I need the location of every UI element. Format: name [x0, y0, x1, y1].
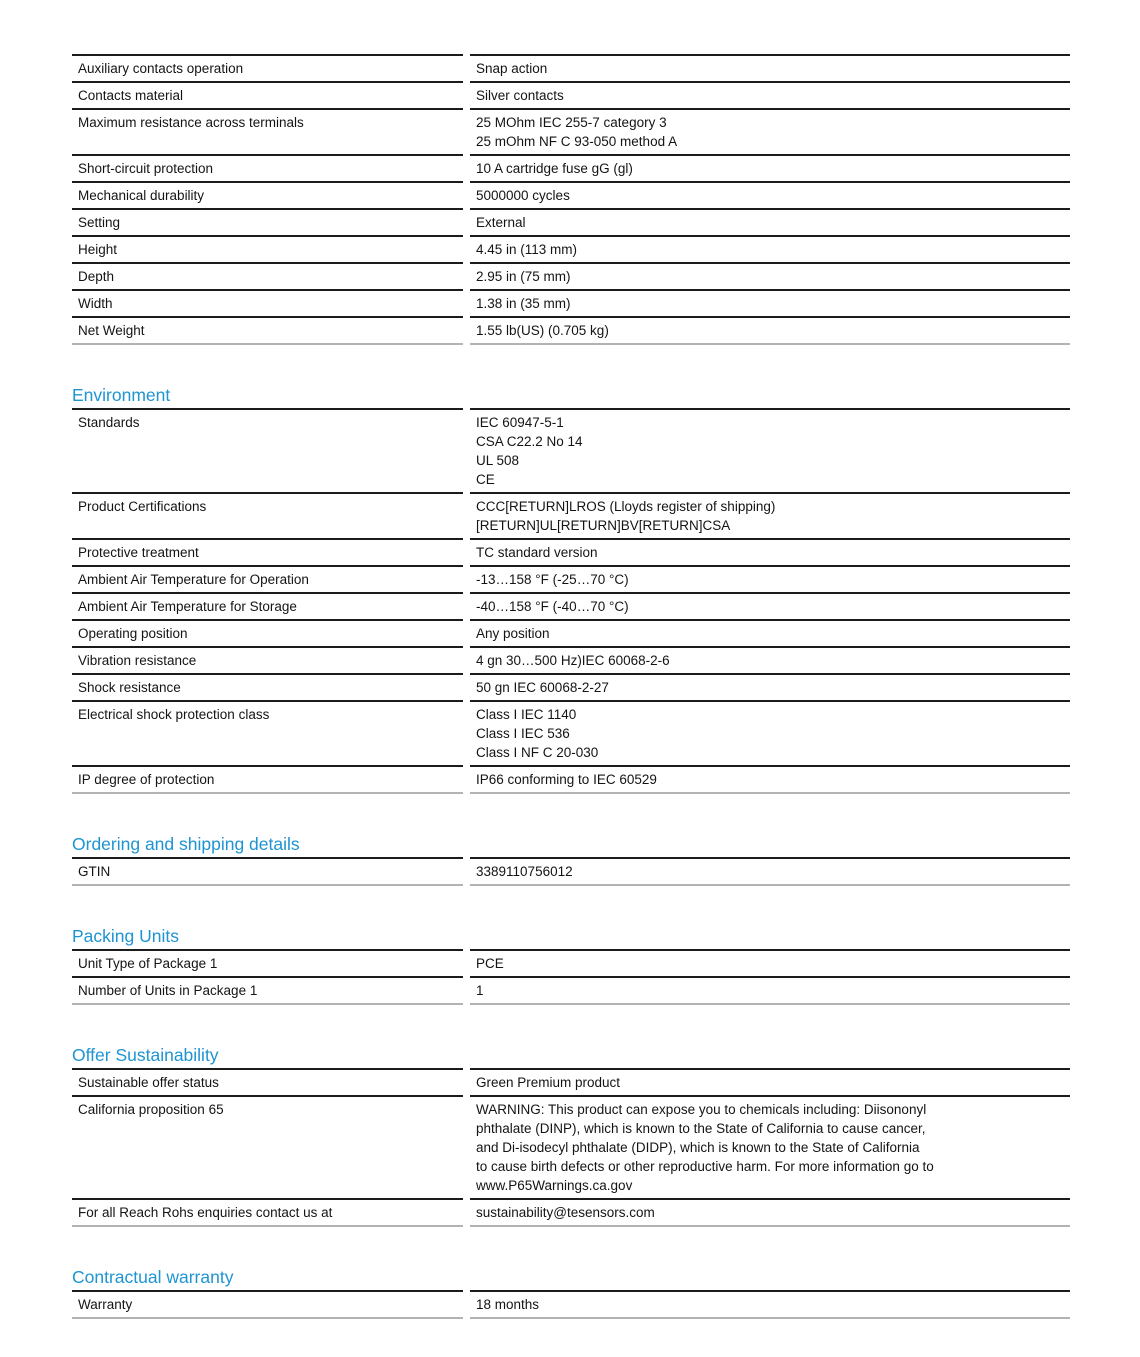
table-row	[72, 54, 1070, 81]
spec-label: Operating position	[72, 619, 463, 646]
table-row	[72, 108, 1070, 154]
spec-label: Product Certifications	[72, 492, 463, 538]
spec-value-line: PCE	[476, 956, 504, 971]
section-offer-sustainability	[72, 1045, 1070, 1227]
spec-value-line: Green Premium product	[476, 1075, 621, 1090]
spec-value-line: CE	[476, 472, 495, 487]
table-row	[72, 1068, 1070, 1095]
spec-label: Height	[72, 235, 463, 262]
spec-value	[470, 538, 1070, 565]
spec-value-line: UL 508	[476, 453, 520, 468]
table-bottom-rule	[72, 884, 1070, 886]
spec-value-line: and Di-isodecyl phthalate (DIDP), which is known to the State of California	[476, 1140, 920, 1155]
section-heading: Ordering and shipping details	[72, 834, 300, 854]
spec-value-line: Class I IEC 1140	[476, 707, 577, 722]
spec-value-line: 4.45 in (113 mm)	[476, 242, 578, 257]
spec-label	[72, 1317, 463, 1319]
table-bottom-rule	[72, 792, 1070, 794]
spec-value	[470, 1225, 1070, 1227]
spec-label	[72, 1225, 463, 1227]
spec-value	[470, 492, 1070, 538]
spec-value	[470, 289, 1070, 316]
spec-value	[470, 1068, 1070, 1095]
spec-value	[470, 976, 1070, 1003]
table-row	[72, 1290, 1070, 1317]
spec-value-line: 1.55 lb(US) (0.705 kg)	[476, 323, 609, 338]
spec-table	[72, 949, 1070, 1005]
spec-label: Contacts material	[72, 81, 463, 108]
spec-label: Unit Type of Package 1	[72, 949, 463, 976]
spec-value	[470, 592, 1070, 619]
table-row	[72, 154, 1070, 181]
spec-table	[72, 54, 1070, 345]
spec-value-line: CSA C22.2 No 14	[476, 434, 583, 449]
spec-value	[470, 208, 1070, 235]
spec-value	[470, 857, 1070, 884]
spec-value-line: 25 MOhm IEC 255-7 category 3	[476, 115, 667, 130]
spec-value	[470, 262, 1070, 289]
spec-value	[470, 1290, 1070, 1317]
spec-value-line: IEC 60947-5-1	[476, 415, 564, 430]
section-general-specifications	[72, 54, 1070, 345]
spec-label: Standards	[72, 408, 463, 492]
spec-value-line: WARNING: This product can expose you to chemicals including: Diisononyl	[476, 1102, 927, 1117]
section-heading: Environment	[72, 385, 171, 405]
spec-label: For all Reach Rohs enquiries contact us at	[72, 1198, 463, 1225]
spec-label: Protective treatment	[72, 538, 463, 565]
table-row	[72, 81, 1070, 108]
spec-value	[470, 1003, 1070, 1005]
spec-label: Depth	[72, 262, 463, 289]
spec-table	[72, 1068, 1070, 1227]
spec-value-line: 25 mOhm NF C 93-050 method A	[476, 134, 678, 149]
spec-value	[470, 316, 1070, 343]
spec-value	[470, 765, 1070, 792]
spec-value-line: to cause birth defects or other reproductive harm. For more information go to	[476, 1159, 934, 1174]
spec-label: Warranty	[72, 1290, 463, 1317]
section-heading: Packing Units	[72, 926, 179, 946]
table-row	[72, 408, 1070, 492]
table-row	[72, 619, 1070, 646]
spec-value-line: 2.95 in (75 mm)	[476, 269, 571, 284]
spec-value-line: Class I IEC 536	[476, 726, 570, 741]
spec-value-line: External	[476, 215, 526, 230]
table-bottom-rule	[72, 343, 1070, 345]
spec-value-line: [RETURN]UL[RETURN]BV[RETURN]CSA	[476, 518, 731, 533]
spec-value	[470, 673, 1070, 700]
spec-value-line: CCC[RETURN]LROS (Lloyds register of shipping)	[476, 499, 776, 514]
spec-label	[72, 1003, 463, 1005]
spec-label	[72, 792, 463, 794]
spec-value-line: 4 gn 30…500 Hz)IEC 60068-2-6	[476, 653, 670, 668]
spec-value	[470, 1198, 1070, 1225]
spec-value	[470, 154, 1070, 181]
spec-label: Ambient Air Temperature for Operation	[72, 565, 463, 592]
section-packing-units	[72, 926, 1070, 1005]
spec-label: Ambient Air Temperature for Storage	[72, 592, 463, 619]
table-row	[72, 235, 1070, 262]
spec-value-line: -40…158 °F (-40…70 °C)	[476, 599, 629, 614]
spec-label: Setting	[72, 208, 463, 235]
table-row	[72, 262, 1070, 289]
spec-value	[470, 54, 1070, 81]
spec-value	[470, 619, 1070, 646]
table-row	[72, 592, 1070, 619]
table-row	[72, 673, 1070, 700]
spec-value-line: Silver contacts	[476, 88, 564, 103]
spec-value-line: sustainability@tesensors.com	[476, 1205, 655, 1220]
spec-value-line: -13…158 °F (-25…70 °C)	[476, 572, 629, 587]
spec-label: GTIN	[72, 857, 463, 884]
spec-value	[470, 646, 1070, 673]
spec-label: IP degree of protection	[72, 765, 463, 792]
spec-label	[72, 884, 463, 886]
table-bottom-rule	[72, 1003, 1070, 1005]
spec-label: Short-circuit protection	[72, 154, 463, 181]
table-row	[72, 538, 1070, 565]
spec-table	[72, 1290, 1070, 1319]
spec-value	[470, 565, 1070, 592]
spec-value-line: 1.38 in (35 mm)	[476, 296, 571, 311]
spec-label: Electrical shock protection class	[72, 700, 463, 765]
table-row	[72, 765, 1070, 792]
spec-label: Shock resistance	[72, 673, 463, 700]
spec-value-line: Snap action	[476, 61, 548, 76]
spec-value	[470, 1317, 1070, 1319]
table-row	[72, 316, 1070, 343]
table-row	[72, 181, 1070, 208]
spec-value	[470, 792, 1070, 794]
spec-value-line: 50 gn IEC 60068-2-27	[476, 680, 609, 695]
spec-label: Net Weight	[72, 316, 463, 343]
spec-value	[470, 949, 1070, 976]
table-row	[72, 646, 1070, 673]
spec-value-line: phthalate (DINP), which is known to the State of California to cause cancer,	[476, 1121, 926, 1136]
spec-value	[470, 1095, 1070, 1198]
section-ordering-and-shipping-details	[72, 834, 1070, 886]
spec-label: Mechanical durability	[72, 181, 463, 208]
spec-value	[470, 700, 1070, 765]
spec-value	[470, 235, 1070, 262]
spec-value-line: 10 A cartridge fuse gG (gl)	[476, 161, 633, 176]
spec-label	[72, 343, 463, 345]
spec-label: Sustainable offer status	[72, 1068, 463, 1095]
spec-value	[470, 181, 1070, 208]
spec-value-line: Any position	[476, 626, 550, 641]
spec-table	[72, 857, 1070, 886]
spec-value-line: www.P65Warnings.ca.gov	[476, 1178, 633, 1193]
section-heading: Contractual warranty	[72, 1267, 234, 1287]
spec-value	[470, 408, 1070, 492]
spec-value-line: 18 months	[476, 1297, 540, 1312]
table-row	[72, 1095, 1070, 1198]
table-row	[72, 289, 1070, 316]
spec-value-line: Class I NF C 20-030	[476, 745, 599, 760]
spec-value-line: 1	[476, 983, 484, 998]
spec-table	[72, 408, 1070, 794]
table-row	[72, 565, 1070, 592]
spec-value-line: 3389110756012	[476, 864, 573, 879]
spec-label: Vibration resistance	[72, 646, 463, 673]
section-environment	[72, 385, 1070, 794]
table-row	[72, 1198, 1070, 1225]
spec-label: Auxiliary contacts operation	[72, 54, 463, 81]
spec-value-line: TC standard version	[476, 545, 598, 560]
spec-value	[470, 108, 1070, 154]
section-heading: Offer Sustainability	[72, 1045, 219, 1065]
spec-value	[470, 343, 1070, 345]
table-row	[72, 857, 1070, 884]
table-row	[72, 949, 1070, 976]
table-row	[72, 700, 1070, 765]
spec-value	[470, 81, 1070, 108]
table-bottom-rule	[72, 1225, 1070, 1227]
section-contractual-warranty	[72, 1267, 1070, 1319]
spec-value-line: 5000000 cycles	[476, 188, 570, 203]
spec-value	[470, 884, 1070, 886]
table-bottom-rule	[72, 1317, 1070, 1319]
table-row	[72, 976, 1070, 1003]
spec-label: California proposition 65	[72, 1095, 463, 1198]
spec-value-line: IP66 conforming to IEC 60529	[476, 772, 657, 787]
spec-label: Width	[72, 289, 463, 316]
spec-label: Number of Units in Package 1	[72, 976, 463, 1003]
spec-label: Maximum resistance across terminals	[72, 108, 463, 154]
table-row	[72, 492, 1070, 538]
table-row	[72, 208, 1070, 235]
